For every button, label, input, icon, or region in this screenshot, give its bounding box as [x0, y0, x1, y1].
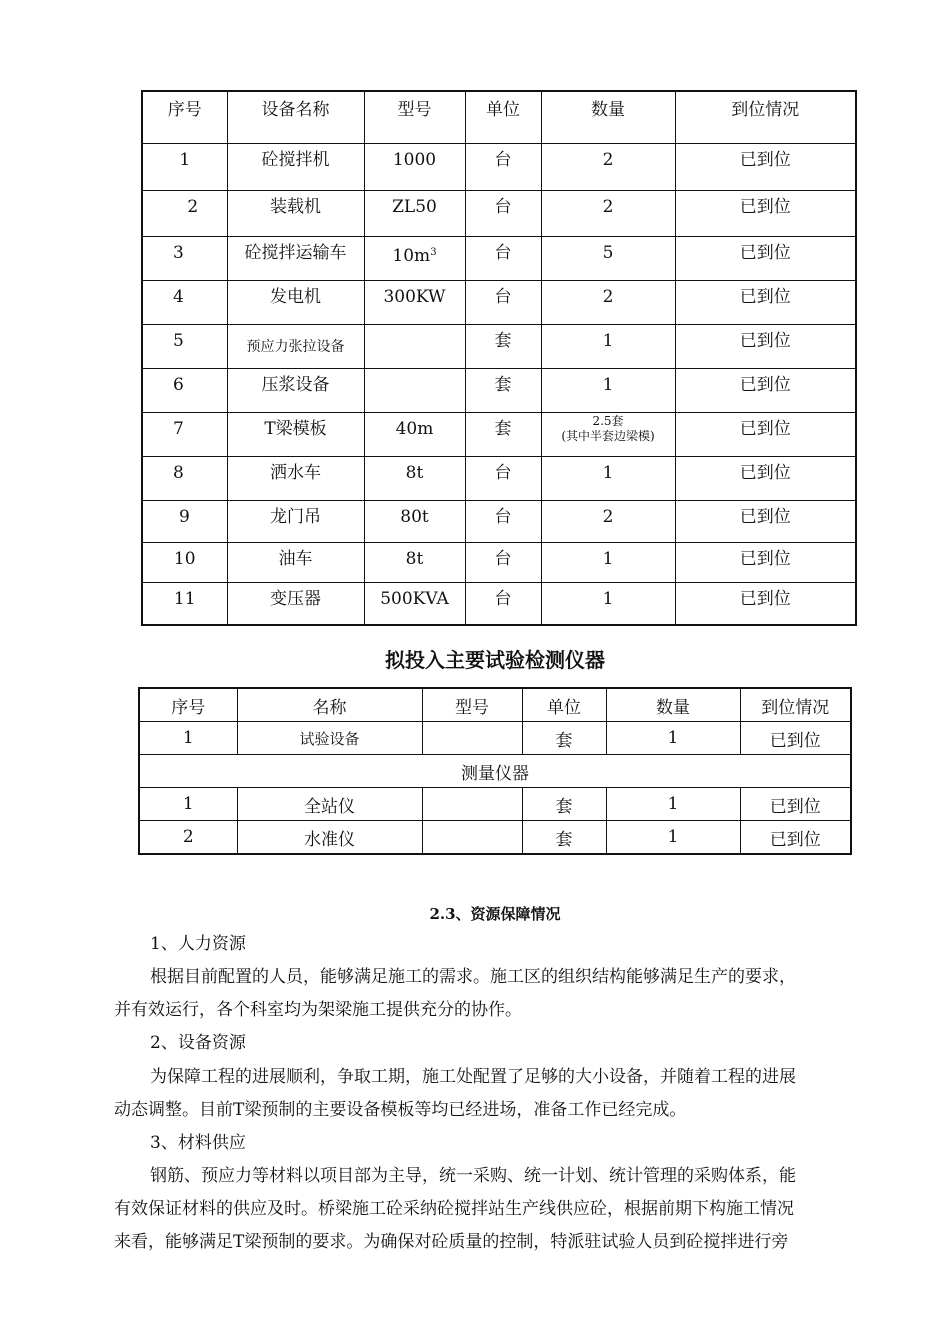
header-cell: 数量	[541, 91, 675, 144]
cell-model	[364, 237, 465, 281]
cell-name: 压浆设备	[227, 369, 364, 413]
table-row	[142, 543, 856, 583]
cell-unit: 台	[465, 543, 541, 583]
cell-no: 9	[142, 501, 227, 543]
cell-name: 龙门吊	[227, 501, 364, 543]
cell-qty: 1	[606, 821, 740, 855]
cell-qty: 2	[541, 281, 675, 325]
subheading-human: 1、人力资源	[150, 934, 246, 954]
paragraph-line: 并有效运行，各个科室均为架梁施工提供充分的协作。	[114, 1000, 522, 1020]
section-heading: 2.3、资源保障情况	[429, 905, 561, 923]
cell-no: 2	[142, 191, 227, 237]
cell-qty: 2	[541, 501, 675, 543]
cell-no: 1	[139, 722, 237, 755]
cell-status: 已到位	[675, 325, 856, 369]
cell-name: 砼搅拌运输车	[227, 237, 364, 281]
instrument-table	[138, 687, 852, 855]
cell-unit: 台	[465, 583, 541, 625]
table-row	[142, 191, 856, 237]
cell-model: 300KW	[364, 281, 465, 325]
cell-status: 已到位	[675, 369, 856, 413]
header-cell: 单位	[465, 91, 541, 144]
cell-model: 1000	[364, 144, 465, 191]
header-cell: 型号	[364, 91, 465, 144]
cell-qty: 1	[606, 788, 740, 821]
table-row	[142, 457, 856, 501]
cell-status: 已到位	[675, 501, 856, 543]
cell-name: 发电机	[227, 281, 364, 325]
qty-value: 2.5套	[592, 414, 624, 428]
cell-status: 已到位	[740, 722, 851, 755]
instrument-table-title: 拟投入主要试验检测仪器	[385, 648, 605, 672]
cell-qty: 1	[541, 457, 675, 501]
subheading-equipment: 2、设备资源	[150, 1033, 246, 1053]
cell-model	[422, 722, 522, 755]
cell-no: 4	[142, 281, 227, 325]
header-cell: 单位	[522, 688, 606, 722]
cell-qty: 1	[606, 722, 740, 755]
cell-qty: 1	[541, 583, 675, 625]
cell-no: 2	[139, 821, 237, 855]
paragraph-line: 根据目前配置的人员，能够满足施工的需求。施工区的组织结构能够满足生产的要求，	[150, 967, 796, 987]
cell-unit: 台	[465, 237, 541, 281]
paragraph-line: 动态调整。目前T梁预制的主要设备模板等均已经进场，准备工作已经完成。	[114, 1100, 687, 1120]
cell-qty: 2	[541, 144, 675, 191]
cell-no: 5	[142, 325, 227, 369]
cell-model: 80t	[364, 501, 465, 543]
cell-status: 已到位	[675, 237, 856, 281]
cell-no: 3	[142, 237, 227, 281]
header-cell: 到位情况	[740, 688, 851, 722]
paragraph-line: 有效保证材料的供应及时。桥梁施工砼采纳砼搅拌站生产线供应砼，根据前期下构施工情况	[114, 1199, 794, 1219]
header-cell: 序号	[139, 688, 237, 722]
cell-unit: 台	[465, 501, 541, 543]
cell-model: 8t	[364, 457, 465, 501]
cell-name: 油车	[227, 543, 364, 583]
cell-model: ZL50	[364, 191, 465, 237]
table-header-row	[139, 688, 851, 722]
header-cell: 型号	[422, 688, 522, 722]
cell-no: 7	[142, 413, 227, 457]
cell-unit: 套	[522, 821, 606, 855]
cell-status: 已到位	[740, 788, 851, 821]
group-row	[139, 755, 851, 788]
cell-status: 已到位	[675, 457, 856, 501]
cell-name: 砼搅拌机	[227, 144, 364, 191]
model-superscript: 3	[430, 247, 437, 258]
cell-unit: 套	[465, 413, 541, 457]
cell-model: 8t	[364, 543, 465, 583]
table-header-row	[142, 91, 856, 144]
cell-name: T梁模板	[227, 413, 364, 457]
cell-qty: 1	[541, 325, 675, 369]
model-value: 10m	[392, 246, 431, 266]
cell-no: 11	[142, 583, 227, 625]
cell-no: 6	[142, 369, 227, 413]
cell-unit: 套	[522, 722, 606, 755]
cell-status: 已到位	[675, 144, 856, 191]
cell-name: 水准仪	[237, 821, 422, 855]
cell-model	[364, 369, 465, 413]
table-row	[142, 369, 856, 413]
paragraph-line: 来看，能够满足T梁预制的要求。为确保对砼质量的控制，特派驻试验人员到砼搅拌进行旁	[114, 1232, 789, 1252]
cell-name: 装载机	[227, 191, 364, 237]
cell-unit: 台	[465, 144, 541, 191]
cell-name: 变压器	[227, 583, 364, 625]
table-row	[139, 821, 851, 855]
cell-unit: 套	[465, 325, 541, 369]
table-row	[142, 144, 856, 191]
table-row	[142, 237, 856, 281]
cell-unit: 台	[465, 457, 541, 501]
header-cell: 序号	[142, 91, 227, 144]
cell-status: 已到位	[675, 583, 856, 625]
cell-name: 试验设备	[237, 722, 422, 755]
cell-qty: 5	[541, 237, 675, 281]
cell-status: 已到位	[675, 191, 856, 237]
cell-name: 全站仪	[237, 788, 422, 821]
table-row	[142, 281, 856, 325]
paragraph-line: 钢筋、预应力等材料以项目部为主导，统一采购、统一计划、统计管理的采购体系，能	[150, 1166, 796, 1186]
cell-model	[422, 821, 522, 855]
cell-unit: 套	[522, 788, 606, 821]
cell-model: 500KVA	[364, 583, 465, 625]
cell-qty: 1	[541, 369, 675, 413]
cell-model	[422, 788, 522, 821]
group-label: 测量仪器	[139, 755, 851, 788]
cell-unit: 套	[465, 369, 541, 413]
cell-status: 已到位	[675, 413, 856, 457]
cell-qty	[541, 413, 675, 457]
cell-status: 已到位	[675, 281, 856, 325]
cell-name: 洒水车	[227, 457, 364, 501]
cell-status: 已到位	[740, 821, 851, 855]
header-cell: 名称	[237, 688, 422, 722]
cell-unit: 台	[465, 191, 541, 237]
table-row	[142, 325, 856, 369]
table-row	[139, 788, 851, 821]
cell-model	[364, 325, 465, 369]
header-cell: 数量	[606, 688, 740, 722]
cell-qty: 1	[541, 543, 675, 583]
table-row	[142, 501, 856, 543]
subheading-materials: 3、材料供应	[150, 1133, 246, 1153]
cell-unit: 台	[465, 281, 541, 325]
paragraph-line: 为保障工程的进展顺利，争取工期，施工处配置了足够的大小设备，并随着工程的进展	[150, 1067, 796, 1087]
equipment-table	[141, 90, 857, 626]
cell-qty: 2	[541, 191, 675, 237]
cell-status: 已到位	[675, 543, 856, 583]
cell-no: 10	[142, 543, 227, 583]
header-cell: 设备名称	[227, 91, 364, 144]
header-cell: 到位情况	[675, 91, 856, 144]
table-row	[142, 583, 856, 625]
table-row	[139, 722, 851, 755]
cell-name: 预应力张拉设备	[227, 325, 364, 369]
qty-note: (其中半套边梁模)	[561, 429, 655, 443]
cell-no: 1	[142, 144, 227, 191]
cell-no: 8	[142, 457, 227, 501]
table-row	[142, 413, 856, 457]
cell-no: 1	[139, 788, 237, 821]
cell-model: 40m	[364, 413, 465, 457]
